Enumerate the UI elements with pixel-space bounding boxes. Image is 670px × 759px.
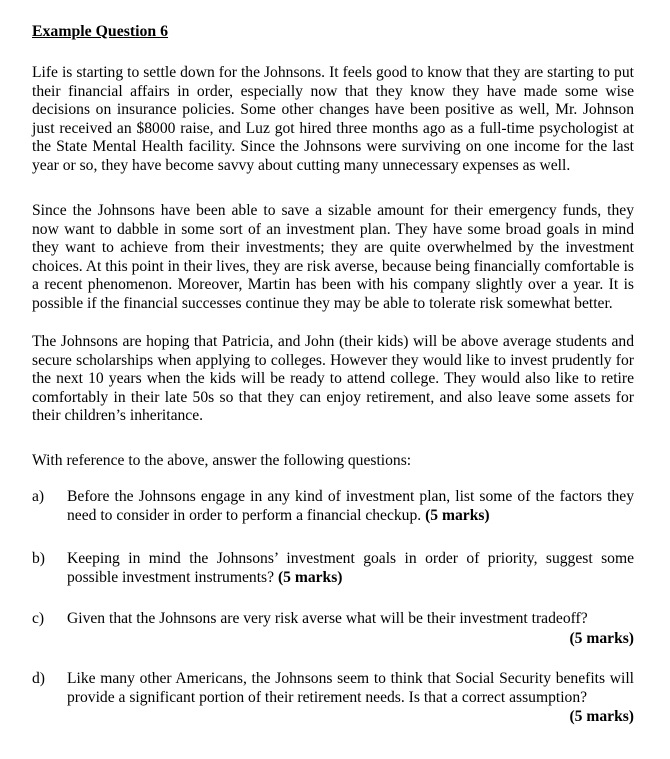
question-text [67,550,634,587]
paragraph-instructions: With reference to the above, answer the following questions: [32,452,412,469]
question-text [67,488,634,525]
question-body: Given that the Johnsons are very risk averse what will be their investment tradeoff? [67,610,588,627]
question-letter: c) [32,610,45,627]
question-letter: d) [32,670,45,687]
question-text [67,610,634,629]
question-text [67,670,634,707]
question-body: Like many other Americans, the Johnsons seem to think that Social Security benefits will provide a significant portion of their retirement needs. Is that a correct assumption? [67,670,634,706]
question-marks: (5 marks) [425,506,490,524]
paragraph-background: Life is starting to settle down for the Johnsons. It feels good to know that they are starting to put their financial affairs in order, especially now that they know they have made some wise decisions on insurance policies. Some other changes have been positive as well, Mr. Johnson just received an $8000 raise, and Luz got hired three months ago as a full-time psychologist at the State Mental Health facility. Since the Johnsons were surviving on one income for the last year or so, they have become savvy about cutting many unnecessary expenses as well. [32,64,634,174]
question-title: Example Question 6 [32,23,169,40]
question-body: Before the Johnsons engage in any kind of investment plan, list some of the factors they need to consider in order to perform a financial checkup. [67,488,634,524]
paragraph-investment-plan: Since the Johnsons have been able to save a sizable amount for their emergency funds, they now want to dabble in some sort of an investment plan. They have some broad goals in mind they want to achieve from their investments; they are quite overwhelmed by the investment choices. At this point in their lives, they are risk averse, because being financially comfortable is a recent phenomenon. Moreover, Martin has been with his company slightly over a year. It is possible if the financial successes continue they may be able to tolerate risk somewhat better. [32,202,634,312]
question-body: Keeping in mind the Johnsons’ investment goals in order of priority, suggest some possible investment instruments? [67,550,634,586]
question-marks: (5 marks) [277,568,343,586]
paragraph-goals: The Johnsons are hoping that Patricia, and John (their kids) will be above average students and secure scholarships when applying to colleges. However they would like to invest prudently for the next 10 years when the kids will be ready to attend college. They would also like to retire comfortably in their late 50s so that they can enjoy retirement, and also leave some assets for their children’s inheritance. [32,333,634,425]
question-letter: b) [32,550,45,567]
question-letter: a) [32,488,45,505]
question-marks: (5 marks) [569,708,634,725]
question-marks: (5 marks) [569,630,634,647]
